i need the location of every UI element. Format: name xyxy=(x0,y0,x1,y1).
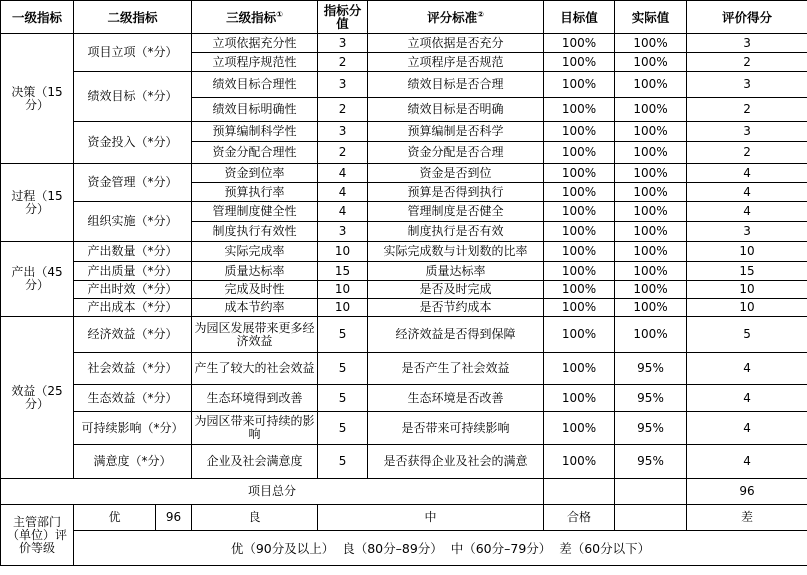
total-actual-cell xyxy=(615,479,687,505)
actual-cell: 100% xyxy=(615,122,687,142)
actual-cell: 100% xyxy=(615,183,687,202)
criteria-cell: 是否带来可持续影响 xyxy=(368,412,544,445)
score-cell: 4 xyxy=(318,183,368,202)
level3-cell: 产生了较大的社会效益 xyxy=(192,353,318,385)
level2-cell: 社会效益（*分） xyxy=(74,353,192,385)
target-cell: 100% xyxy=(544,385,615,412)
criteria-cell: 生态环境是否改善 xyxy=(368,385,544,412)
actual-cell: 95% xyxy=(615,353,687,385)
score-cell: 3 xyxy=(318,72,368,98)
level2-cell: 项目立项（*分） xyxy=(74,34,192,72)
target-cell: 100% xyxy=(544,34,615,53)
score-cell: 2 xyxy=(318,98,368,122)
target-cell: 100% xyxy=(544,412,615,445)
level2-cell: 可持续影响（*分） xyxy=(74,412,192,445)
actual-cell: 95% xyxy=(615,412,687,445)
grade-medium: 中 xyxy=(318,505,544,531)
actual-cell: 100% xyxy=(615,164,687,183)
score-cell: 10 xyxy=(318,242,368,262)
target-cell: 100% xyxy=(544,98,615,122)
criteria-cell: 绩效目标是否明确 xyxy=(368,98,544,122)
total-row xyxy=(1,479,807,505)
header-eval: 评价得分 xyxy=(687,1,807,34)
score-cell: 5 xyxy=(318,445,368,479)
level3-cell: 为园区发展带来更多经济效益 xyxy=(192,317,318,353)
target-cell: 100% xyxy=(544,262,615,281)
actual-cell: 95% xyxy=(615,445,687,479)
criteria-cell: 实际完成数与计划数的比率 xyxy=(368,242,544,262)
criteria-cell: 资金是否到位 xyxy=(368,164,544,183)
eval-cell: 2 xyxy=(687,53,807,72)
grade-poor: 差 xyxy=(687,505,807,531)
criteria-cell: 是否获得企业及社会的满意 xyxy=(368,445,544,479)
level3-cell: 资金到位率 xyxy=(192,164,318,183)
level2-cell: 产出成本（*分） xyxy=(74,299,192,317)
header-row xyxy=(1,1,807,34)
level3-cell: 成本节约率 xyxy=(192,299,318,317)
header-level1: 一级指标 xyxy=(1,1,74,34)
eval-cell: 10 xyxy=(687,299,807,317)
target-cell: 100% xyxy=(544,445,615,479)
score-cell: 3 xyxy=(318,34,368,53)
target-cell: 100% xyxy=(544,242,615,262)
target-cell: 100% xyxy=(544,142,615,164)
level2-cell: 生态效益（*分） xyxy=(74,385,192,412)
score-cell: 3 xyxy=(318,122,368,142)
grade-empty xyxy=(615,505,687,531)
level2-cell: 资金投入（*分） xyxy=(74,122,192,164)
table-row xyxy=(1,299,807,317)
eval-cell: 3 xyxy=(687,72,807,98)
score-cell: 2 xyxy=(318,53,368,72)
eval-cell: 2 xyxy=(687,142,807,164)
footnote-mark-2: ② xyxy=(477,9,484,19)
header-score: 指标分值 xyxy=(318,1,368,34)
actual-cell: 100% xyxy=(615,222,687,242)
total-target-cell xyxy=(544,479,615,505)
eval-cell: 4 xyxy=(687,183,807,202)
target-cell: 100% xyxy=(544,281,615,299)
table-row xyxy=(1,445,807,479)
actual-cell: 100% xyxy=(615,202,687,222)
total-label: 项目总分 xyxy=(1,479,544,505)
target-cell: 100% xyxy=(544,53,615,72)
level3-cell: 管理制度健全性 xyxy=(192,202,318,222)
level2-cell: 经济效益（*分） xyxy=(74,317,192,353)
score-cell: 4 xyxy=(318,202,368,222)
level1-cell: 过程（15分） xyxy=(1,164,74,242)
grade-legend-row xyxy=(1,531,807,566)
header-level2: 二级指标 xyxy=(74,1,192,34)
criteria-cell: 是否及时完成 xyxy=(368,281,544,299)
criteria-cell: 立项依据是否充分 xyxy=(368,34,544,53)
level3-cell: 绩效目标合理性 xyxy=(192,72,318,98)
eval-cell: 3 xyxy=(687,34,807,53)
level1-cell: 效益（25分） xyxy=(1,317,74,479)
eval-cell: 4 xyxy=(687,353,807,385)
table-row xyxy=(1,242,807,262)
level2-cell: 绩效目标（*分） xyxy=(74,72,192,122)
level2-cell: 产出质量（*分） xyxy=(74,262,192,281)
criteria-cell: 立项程序是否规范 xyxy=(368,53,544,72)
table-row xyxy=(1,202,807,222)
score-cell: 5 xyxy=(318,385,368,412)
actual-cell: 100% xyxy=(615,53,687,72)
grade-good: 良 xyxy=(192,505,318,531)
table-row xyxy=(1,281,807,299)
score-cell: 10 xyxy=(318,299,368,317)
target-cell: 100% xyxy=(544,222,615,242)
score-cell: 5 xyxy=(318,353,368,385)
eval-cell: 4 xyxy=(687,385,807,412)
criteria-cell: 预算编制是否科学 xyxy=(368,122,544,142)
table-row xyxy=(1,262,807,281)
actual-cell: 100% xyxy=(615,34,687,53)
header-actual: 实际值 xyxy=(615,1,687,34)
criteria-cell: 管理制度是否健全 xyxy=(368,202,544,222)
score-cell: 2 xyxy=(318,142,368,164)
level3-cell: 企业及社会满意度 xyxy=(192,445,318,479)
target-cell: 100% xyxy=(544,353,615,385)
score-cell: 15 xyxy=(318,262,368,281)
actual-cell: 100% xyxy=(615,142,687,164)
header-level3: 三级指标① xyxy=(192,1,318,34)
grade-label: 主管部门（单位）评价等级 xyxy=(1,505,74,566)
grade-row xyxy=(1,505,807,531)
actual-cell: 100% xyxy=(615,281,687,299)
eval-cell: 3 xyxy=(687,122,807,142)
actual-cell: 100% xyxy=(615,98,687,122)
level3-cell: 制度执行有效性 xyxy=(192,222,318,242)
actual-cell: 95% xyxy=(615,385,687,412)
table-row xyxy=(1,412,807,445)
level2-cell: 满意度（*分） xyxy=(74,445,192,479)
level2-cell: 资金管理（*分） xyxy=(74,164,192,202)
eval-cell: 4 xyxy=(687,164,807,183)
table-row xyxy=(1,72,807,98)
eval-cell: 3 xyxy=(687,222,807,242)
actual-cell: 100% xyxy=(615,72,687,98)
level2-cell: 组织实施（*分） xyxy=(74,202,192,242)
total-value: 96 xyxy=(687,479,807,505)
criteria-cell: 制度执行是否有效 xyxy=(368,222,544,242)
criteria-cell: 质量达标率 xyxy=(368,262,544,281)
table-row xyxy=(1,317,807,353)
criteria-cell: 资金分配是否合理 xyxy=(368,142,544,164)
eval-cell: 15 xyxy=(687,262,807,281)
eval-cell: 4 xyxy=(687,445,807,479)
level3-cell: 预算编制科学性 xyxy=(192,122,318,142)
target-cell: 100% xyxy=(544,202,615,222)
target-cell: 100% xyxy=(544,164,615,183)
header-criteria: 评分标准② xyxy=(368,1,544,34)
table-row xyxy=(1,353,807,385)
grade-legend: 优（90分及以上） 良（80分–89分） 中（60分–79分） 差（60分以下） xyxy=(74,531,807,566)
level3-cell: 实际完成率 xyxy=(192,242,318,262)
score-cell: 5 xyxy=(318,317,368,353)
table-row xyxy=(1,385,807,412)
level2-cell: 产出数量（*分） xyxy=(74,242,192,262)
actual-cell: 100% xyxy=(615,242,687,262)
score-cell: 3 xyxy=(318,222,368,242)
grade-excellent: 优 xyxy=(74,505,156,531)
level1-cell: 决策（15分） xyxy=(1,34,74,164)
level3-cell: 立项程序规范性 xyxy=(192,53,318,72)
actual-cell: 100% xyxy=(615,299,687,317)
eval-cell: 5 xyxy=(687,317,807,353)
table-row xyxy=(1,164,807,183)
level3-cell: 预算执行率 xyxy=(192,183,318,202)
level3-cell: 完成及时性 xyxy=(192,281,318,299)
criteria-cell: 绩效目标是否合理 xyxy=(368,72,544,98)
header-target: 目标值 xyxy=(544,1,615,34)
grade-pass: 合格 xyxy=(544,505,615,531)
criteria-cell: 是否节约成本 xyxy=(368,299,544,317)
eval-cell: 4 xyxy=(687,412,807,445)
level3-cell: 绩效目标明确性 xyxy=(192,98,318,122)
level3-cell: 资金分配合理性 xyxy=(192,142,318,164)
score-cell: 10 xyxy=(318,281,368,299)
target-cell: 100% xyxy=(544,72,615,98)
eval-cell: 2 xyxy=(687,98,807,122)
target-cell: 100% xyxy=(544,317,615,353)
target-cell: 100% xyxy=(544,183,615,202)
eval-cell: 10 xyxy=(687,242,807,262)
grade-score: 96 xyxy=(156,505,192,531)
level1-cell: 产出（45分） xyxy=(1,242,74,317)
eval-cell: 4 xyxy=(687,202,807,222)
level3-cell: 为园区带来可持续的影响 xyxy=(192,412,318,445)
table-row xyxy=(1,34,807,53)
level3-cell: 立项依据充分性 xyxy=(192,34,318,53)
level3-cell: 质量达标率 xyxy=(192,262,318,281)
level2-cell: 产出时效（*分） xyxy=(74,281,192,299)
table-row xyxy=(1,122,807,142)
footnote-mark-1: ① xyxy=(276,9,283,19)
criteria-cell: 是否产生了社会效益 xyxy=(368,353,544,385)
level3-cell: 生态环境得到改善 xyxy=(192,385,318,412)
actual-cell: 100% xyxy=(615,262,687,281)
score-cell: 5 xyxy=(318,412,368,445)
criteria-cell: 经济效益是否得到保障 xyxy=(368,317,544,353)
target-cell: 100% xyxy=(544,122,615,142)
actual-cell: 100% xyxy=(615,317,687,353)
eval-cell: 10 xyxy=(687,281,807,299)
score-cell: 4 xyxy=(318,164,368,183)
criteria-cell: 预算是否得到执行 xyxy=(368,183,544,202)
target-cell: 100% xyxy=(544,299,615,317)
